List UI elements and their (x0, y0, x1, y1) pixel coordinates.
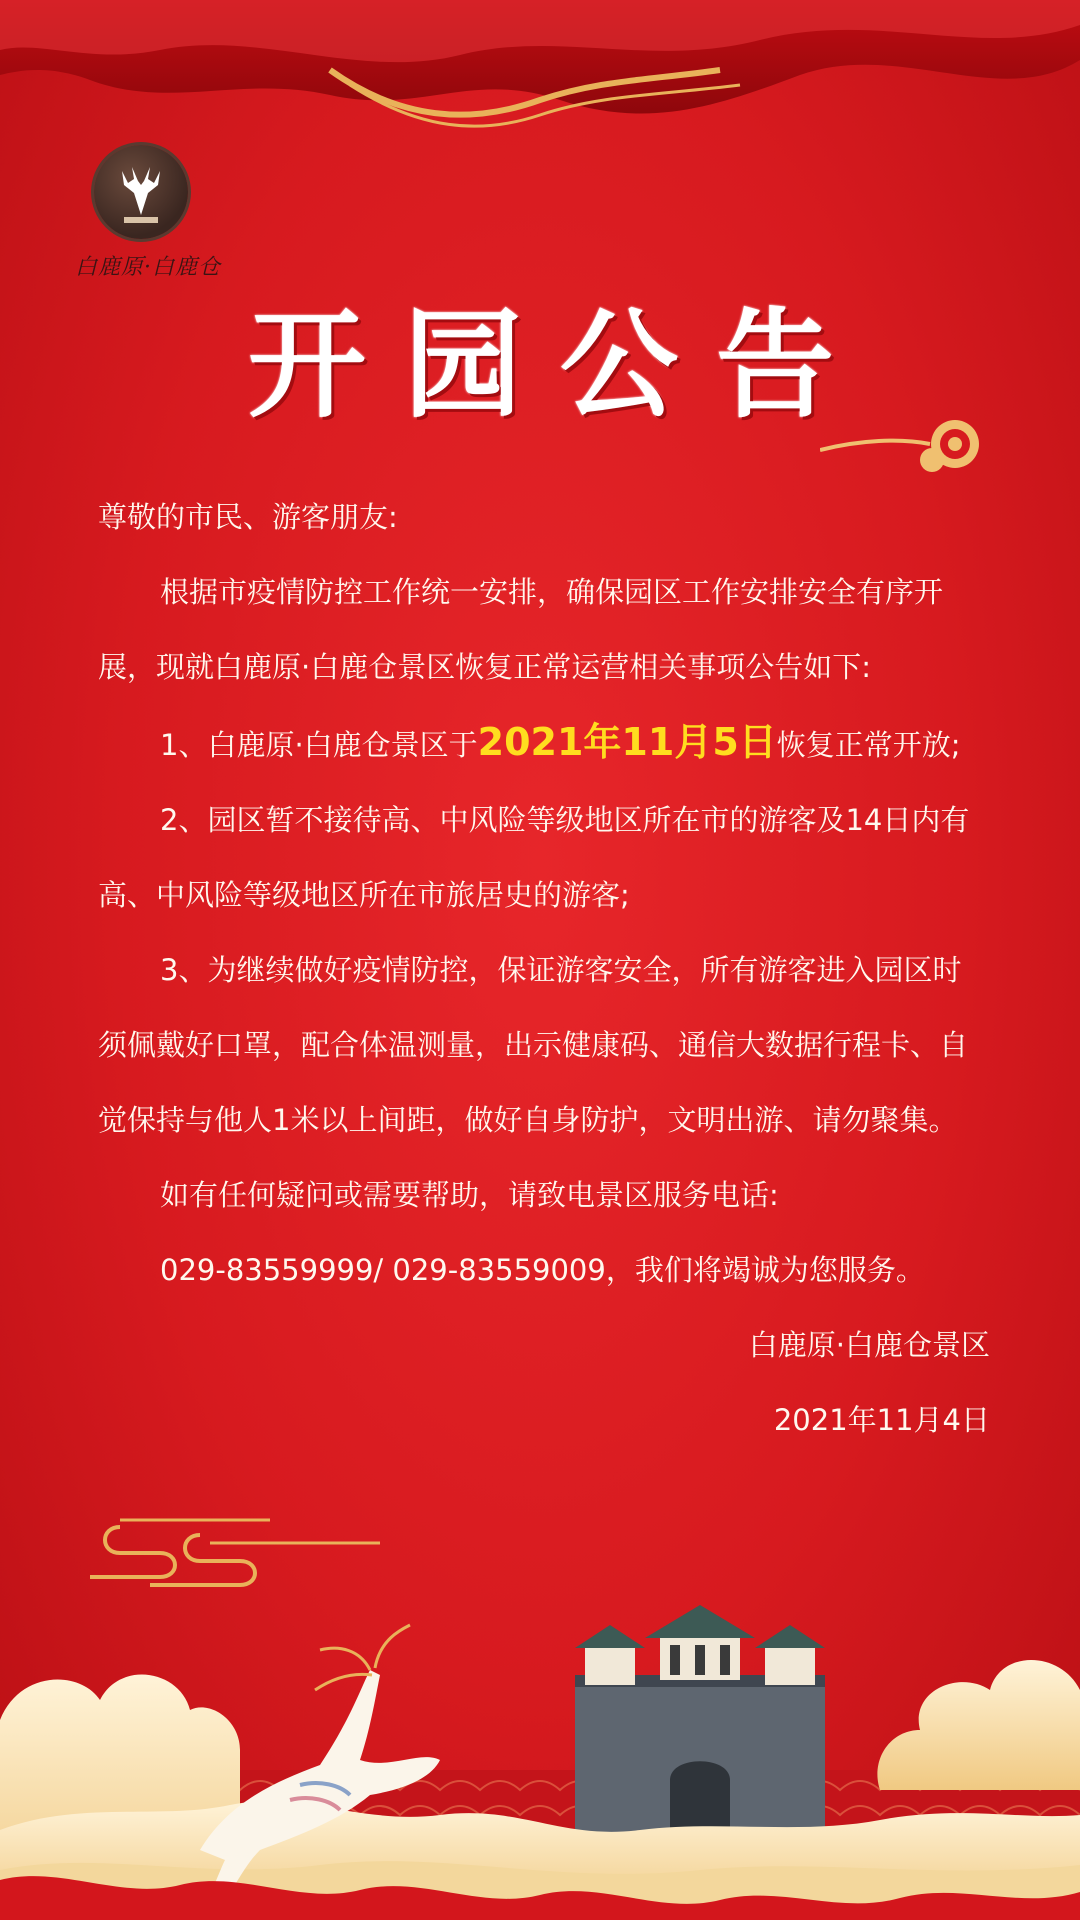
item-2-paragraph: 2、园区暂不接待高、中风险等级地区所在市的游客及14日内有高、中风险等级地区所在市旅居史的游客; (98, 803, 970, 912)
opening-date-highlight: 2021年11月5日 (477, 720, 777, 764)
phone-numbers-text: 029-83559999/ 029-83559009，我们将竭诚为您服务。 (160, 1253, 925, 1287)
item-3-paragraph: 3、为继续做好疫情防控，保证游客安全，所有游客进入园区时须佩戴好口罩，配合体温测量，出示健康码、通信大数据行程卡、自觉保持与他人1米以上间距，做好自身防护，文明出游、请勿聚集。 (98, 953, 969, 1137)
brand-logo-text: 白鹿原·白鹿仓 (75, 255, 221, 280)
brand-logo (94, 145, 188, 239)
signature-text: 白鹿原·白鹿仓景区 (748, 1328, 990, 1362)
greeting-text: 尊敬的市民、游客朋友: (98, 500, 398, 534)
contact-intro-text: 如有任何疑问或需要帮助，请致电景区服务电话: (160, 1178, 779, 1212)
cloud-swirl-decoration (820, 410, 990, 480)
intro-paragraph: 根据市疫情防控工作统一安排，确保园区工作安排安全有序开展，现就白鹿原·白鹿仓景区恢复正常运营相关事项公告如下: (98, 575, 944, 684)
page-title: 开园公告 (247, 295, 872, 434)
item-1-suffix: 恢复正常开放; (776, 728, 961, 762)
curtain-decoration (0, 0, 1080, 150)
notice-body (98, 480, 990, 1458)
bottom-scenery (0, 1580, 1080, 1920)
deer-head-icon (94, 145, 188, 239)
item-1-paragraph (98, 705, 990, 783)
item-1-prefix: 1、白鹿原·白鹿仓景区于 (160, 728, 478, 762)
ancient-gate-illustration (575, 1605, 825, 1845)
notice-date-text: 2021年11月4日 (773, 1403, 990, 1437)
